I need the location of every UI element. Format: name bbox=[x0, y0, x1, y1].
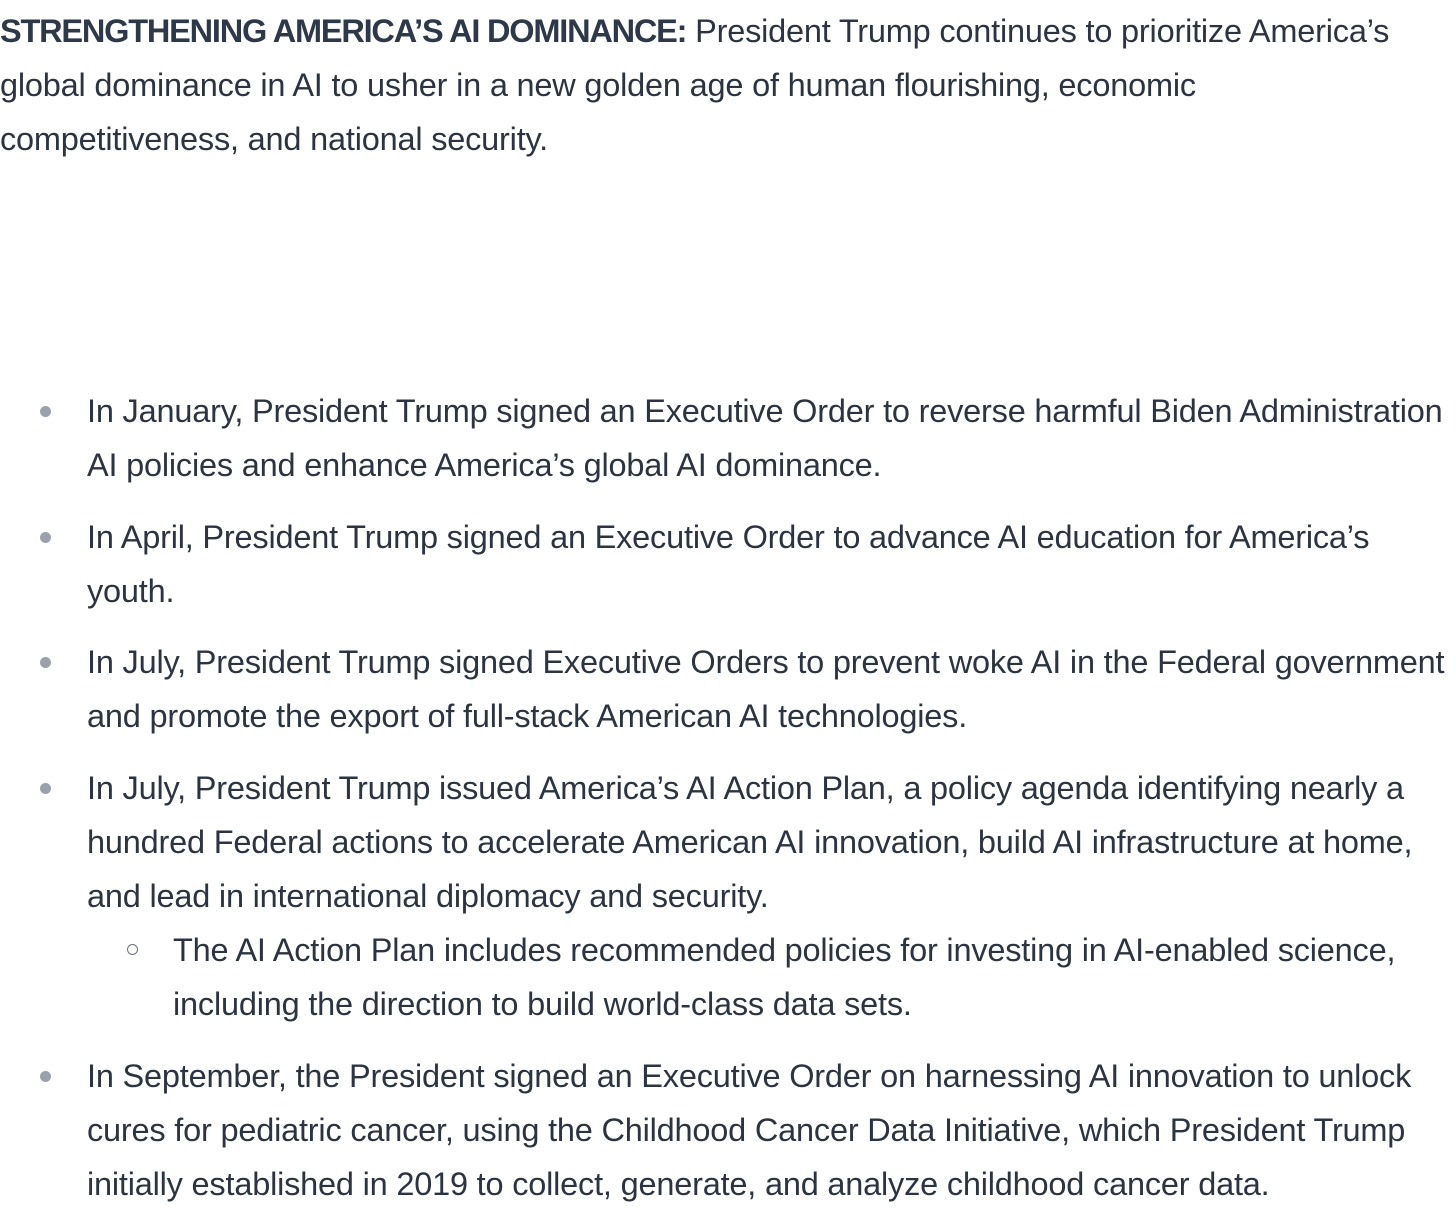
bullet-circle-icon bbox=[127, 944, 138, 955]
list-item bbox=[87, 635, 1456, 743]
bullet-dot-icon bbox=[40, 783, 51, 794]
bullet-dot-icon bbox=[40, 1071, 51, 1082]
intro-lead-heading: STRENGTHENING AMERICA’S AI DOMINANCE: bbox=[0, 13, 687, 49]
bullet-dot-icon bbox=[40, 406, 51, 417]
list-item bbox=[87, 761, 1456, 1031]
intro-text: President Trump continues to prioritize America’s global dominance in AI to usher in a new golden age of human flourishing, economic competitiveness, and national security. bbox=[0, 13, 1390, 157]
bullet-dot-icon bbox=[40, 657, 51, 668]
list-item-text: In January, President Trump signed an Executive Order to reverse harmful Biden Administration AI policies and enhance America’s global AI dominance. bbox=[87, 393, 1443, 483]
list-item bbox=[87, 510, 1456, 618]
list-item bbox=[87, 384, 1456, 492]
list-item bbox=[87, 1049, 1456, 1211]
sub-list-item bbox=[173, 923, 1456, 1031]
list-item-text: In July, President Trump signed Executive Orders to prevent woke AI in the Federal government and promote the export of full-stack American AI technologies. bbox=[87, 644, 1445, 734]
list-item-text: In July, President Trump issued America’s AI Action Plan, a policy agenda identifying nearly a hundred Federal actions to accelerate American AI innovation, build AI infrastructure at home, and lead in international diplomacy and security. bbox=[87, 770, 1413, 914]
list-item-text: In September, the President signed an Executive Order on harnessing AI innovation to unlock cures for pediatric cancer, using the Childhood Cancer Data Initiative, which President Trump initially established in 2019 to collect, generate, and analyze childhood cancer data. bbox=[87, 1058, 1412, 1202]
intro-paragraph bbox=[0, 0, 1440, 166]
sub-bullet-list bbox=[87, 923, 1456, 1031]
list-item-text: In April, President Trump signed an Executive Order to advance AI education for America’s youth. bbox=[87, 519, 1370, 609]
bullet-dot-icon bbox=[40, 532, 51, 543]
sub-list-item-text: The AI Action Plan includes recommended policies for investing in AI-enabled science, including the direction to build world-class data sets. bbox=[173, 932, 1396, 1022]
